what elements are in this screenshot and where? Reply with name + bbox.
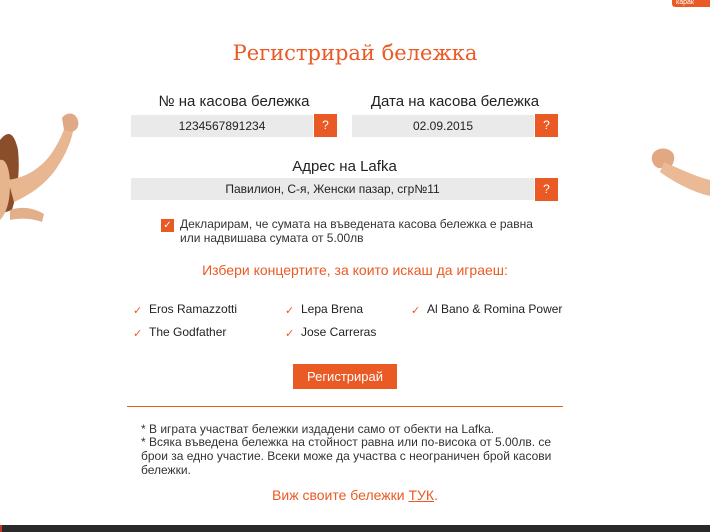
concert-option-jose-carreras[interactable] (285, 325, 376, 339)
receipt-date-label: Дата на касова бележка (370, 93, 540, 110)
receipt-date-input[interactable]: 02.09.2015 (352, 115, 534, 137)
note-participation: * Всяка въведена бележка на стойност равна или по-висока от 5.00лв. се брои за едно участие. Всеки може да участва с неограничен брой касови бележки. (141, 435, 552, 477)
concert-option-eros-ramazzotti[interactable] (133, 302, 237, 316)
receipt-number-help-button[interactable]: ? (314, 114, 337, 137)
concert-option-the-godfather[interactable] (133, 325, 226, 339)
view-receipts-prefix: Виж своите бележки (272, 487, 409, 503)
address-label: Адрес на Lafka (292, 158, 397, 175)
address-input[interactable]: Павилион, С-я, Женски пазар, сгр№11 (131, 178, 534, 200)
concert-option-al-bano-romina-power[interactable] (411, 302, 562, 316)
left-person-image (0, 110, 82, 230)
note-lafka-only: * В играта участват бележки издадени само от обекти на Lafka. (141, 422, 495, 436)
concert-label: The Godfather (149, 325, 227, 339)
bottom-bar (0, 525, 710, 532)
view-receipts-link[interactable]: ТУК (408, 487, 435, 503)
check-icon: ✓ (285, 305, 295, 317)
declaration-checkbox[interactable]: ✓ (161, 219, 174, 232)
view-receipts-suffix: . (434, 487, 438, 503)
bottom-bar-accent (0, 525, 2, 532)
concert-label: Jose Carreras (301, 325, 377, 339)
check-icon: ✓ (133, 328, 143, 340)
concert-label: Al Bano & Romina Power (427, 302, 563, 316)
concert-label: Lepa Brena (301, 302, 364, 316)
address-help-button[interactable]: ? (535, 178, 558, 201)
concert-label: Eros Ramazzotti (149, 302, 238, 316)
divider (127, 406, 563, 407)
receipt-number-input[interactable]: 1234567891234 (131, 115, 313, 137)
right-person-image (648, 146, 710, 198)
view-receipts-text (0, 487, 710, 503)
declaration-text: Декларирам, че сумата на въведената касова бележка е равна или надвишава сумата от 5.00лв (180, 217, 533, 245)
register-button[interactable]: Регистрирай (293, 364, 397, 389)
concerts-heading: Избери концертите, за които искаш да играеш: (202, 262, 508, 278)
check-icon: ✓ (285, 328, 295, 340)
top-bar (0, 0, 710, 6)
receipt-date-help-button[interactable]: ? (535, 114, 558, 137)
concert-option-lepa-brena[interactable] (285, 302, 363, 316)
check-icon: ✓ (133, 305, 143, 317)
page-title: Регистрирай бележка (232, 41, 478, 65)
check-icon: ✓ (411, 305, 421, 317)
receipt-number-label: № на касова бележка (158, 93, 310, 110)
corner-tab[interactable]: карак (672, 0, 710, 7)
